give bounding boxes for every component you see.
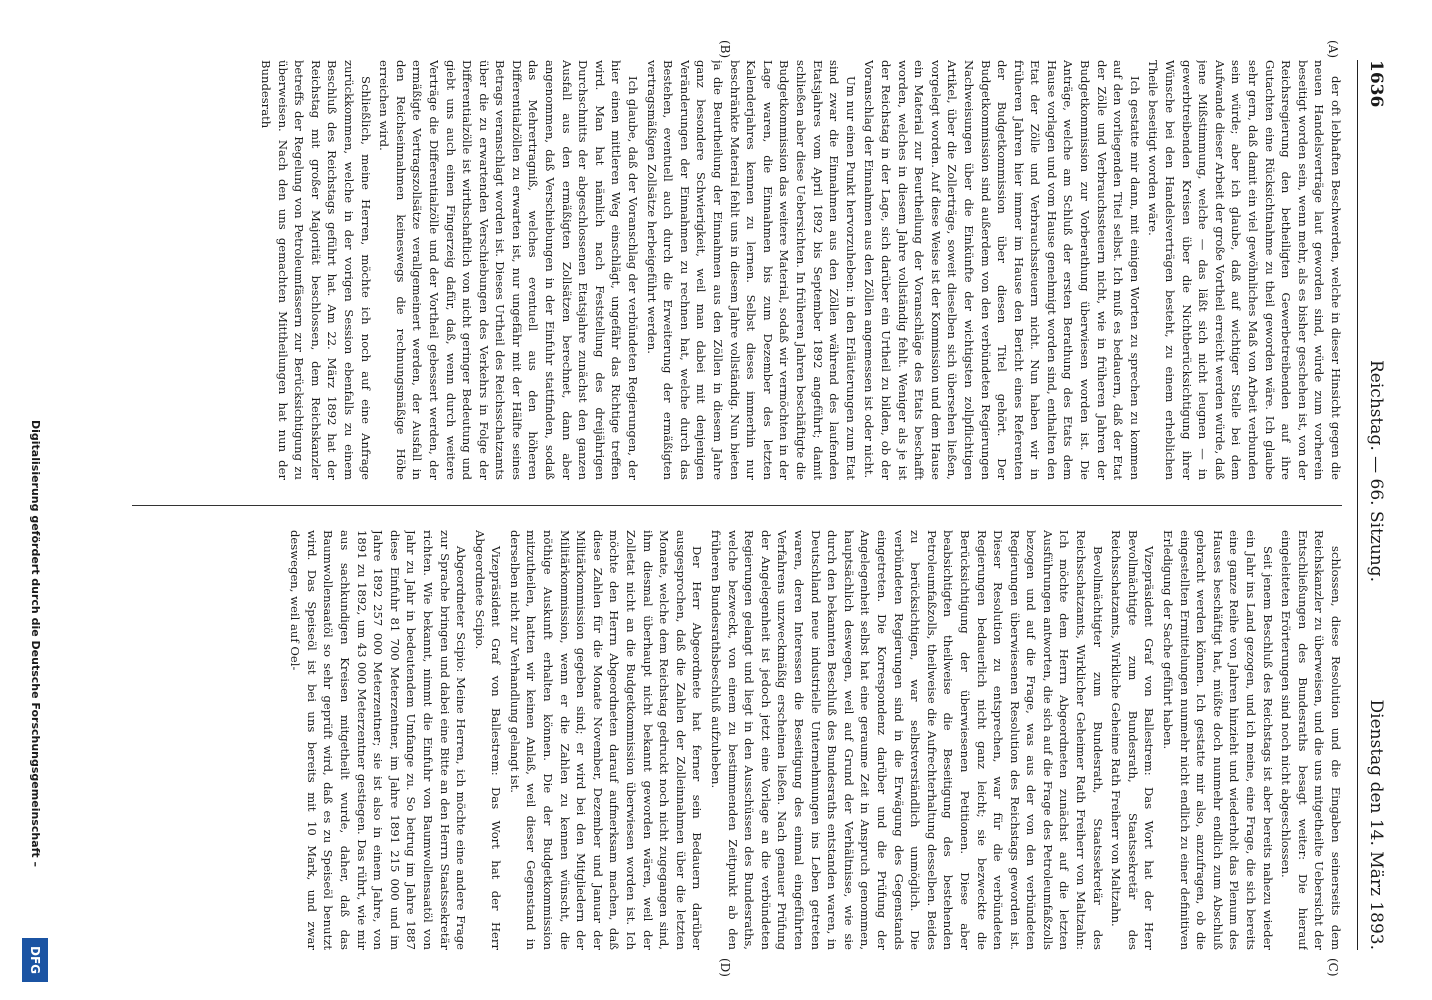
paragraph: Vizepräsident Graf von Ballestrem: Das Wort hat der Herr Bevollmächtigte zum Bundesrath, Staatssekretär des Reichsschatzamts, Wirkliche Geheime Rath Freiherr von Maltzahn.: [1109, 530, 1157, 950]
column-divider: [132, 505, 1342, 506]
paragraph: Bevollmächtigter zum Bundesrath, Staatssekretär des Reichsschatzamts, Wirklicher Geheimer Rath Freiherr von Maltzahn: Ich möchte dem Herrn Abgeordneten zunächst auf die letzten Ausführungen antworten, die sich auf die Frage des Petroleumfaßzolls bezogen und auf die Frage, was aus der von den verbündeten Regierungen überwiesenen Resolution des Reichstags geworden ist. Dieser Resolution zu entsprechen, war für die verbündeten Regierungen bedauerlich nicht ganz leicht; sie bezweckte die Berücksichtigung der überwiesenen Petitionen. Diese aber beabsichtigten theilweise die Beseitigung des bestehenden Petroleumfaßzolls, theilweise die Aufrechterhaltung desselben. Beides zu berücksichtigen, war selbstverständlich unmöglich. Die verbündeten Regierungen sind in die Erwägung des Gegenstands eingetreten. Die Korrespondenz darüber und die Prüfung der Angelegenheit selbst hat eine geraume Zeit in Anspruch genommen, hauptsächlich deswegen, weil auf Grund der Verhältnisse, wie sie durch den bekannten Beschluß des Bundesraths entstanden waren, in Deutschland neue industrielle Unternehmungen ins Leben getreten waren, deren Interessen die Beseitigung des einmal eingeführten Verfahrens unzweckmäßig erscheinen ließen. Nach genauer Prüfung der Angelegenheit ist jedoch jetzt eine Vorlage an die verbündeten Regierungen gelangt und liegt in den Ausschüssen des Bundesraths, welche bezweckt, von einem zu bestimmenden Zeitpunkt ab den früheren Bundesrathsbeschluß aufzuheben.: [709, 530, 1105, 950]
page-number: 1636: [1366, 60, 1386, 108]
paragraph: Der Herr Abgeordnete hat ferner sein Bedauern darüber ausgesprochen, daß die Zahlen der Zolleinnahmen über die letzten Monate, welche dem Reichstag gedruckt noch nicht zugegangen sind, ihm diesmal überhaupt nicht bekannt geworden wären, weil der Zolletat nicht an die Budgetkommission überwiesen worden ist. Ich möchte den Herrn Abgeordneten darauf aufmerksam machen, daß diese Zahlen für die Monate November, Dezember und Januar der Militärkommission gegeben sind; er wird bei den Mitgliedern der Militärkommission, wenn er die Zahlen zu kennen wünscht, die nöthige Auskunft erhalten können. Die der Budgetkommission mitzutheilen, hatten wir keinen Anlaß, weil dieser Gegenstand in derselben nicht zur Verhandlung gelangt ist.: [507, 530, 705, 950]
margin-marker-a: (A): [1326, 40, 1340, 59]
paragraph: Vizepräsident Graf von Ballestrem: Das Wort hat der Herr Abgeordnete Scipio.: [472, 530, 504, 950]
paragraph: schlossen, diese Resolution und die Eingaben seinerseits dem Reichskanzler zu überweisen, und die uns mitgetheilte Uebersicht der Entschließungen des Bundesraths besagt weiter: Die hierauf eingeleiteten Erörterungen sind noch nicht abgeschlossen.: [1279, 530, 1343, 950]
session-date: Dienstag den 14. März 1893.: [1366, 699, 1386, 950]
margin-marker-b: (B): [718, 40, 732, 59]
margin-marker-c: (C): [1326, 958, 1340, 977]
paragraph: Abgeordneter Scipio: Meine Herren, ich möchte eine andere Frage zur Sprache bringen und dabei eine Bitte an den Herrn Staatssekretär richten. Wie bekannt, nimmt die Einfuhr von Baumwollensaatöl von Jahr zu Jahr in bedeutendem Umfange zu. So betrug im Jahre 1887 diese Einfuhr 81 700 Meterzentner, im Jahre 1891 215 000 und im Jahre 1892 257 000 Meterzentner; sie ist also in einem Jahre, von 1891 zu 1892, um 43 000 Meterzentner gestiegen. Das rührt, wie mir aus sachkundigen Kreisen mitgetheilt wurde, daher, daß das Baumwollensaatöl so sehr geprüft wird, daß es zu Speiseöl benutzt wird. Das Speiseöl ist bei uns bereits mit 10 Mark, und zwar deswegen, weil auf Oel-: [288, 530, 469, 950]
paragraph: der oft lebhaften Beschwerden, welche in dieser Hinsicht gegen die neuen Handelsverträge laut geworden sind, würde zum vorherein beseitigt worden sein, wenn mehr, als es bisher geschehen ist, von der Reichsregierung den betheiligten Gewerbetreibenden auf ihre Gutachten eine Rücksichtnahme zu theil geworden wäre. Ich glaube sehr gern, daß damit ein viel gewöhnliches Maß von Arbeit verbunden sein würde; aber ich glaube, daß auf wichtiger Stelle bei dem Aufwande dieser Arbeit der große Vortheil erreicht werden würde, daß jene Mißstimmung, welche — das läßt sich nicht leugnen — in gewerbtreibenden Kreisen über die Nichtberücksichtigung ihrer Wünsche bei den Handelsverträgen besteht, zu einem erheblichen Theile beseitigt worden wäre.: [1146, 60, 1343, 480]
dfg-logo: DFG: [22, 938, 48, 982]
session-title: Reichstag. — 66. Sitzung.: [1366, 360, 1386, 583]
page-header: [1357, 60, 1410, 950]
left-text-column: [124, 60, 1344, 480]
funding-note: Digitalisierung gefördert durch die Deutsche Forschungsgemeinschaft –: [29, 420, 42, 867]
paragraph: Ich glaube, daß der Voranschlag der verbündeten Regierungen, der hier einen mittleren Weg einschlägt, ungefähr das Richtige treffen wird. Man hat nämlich nach Feststellung des dreijährigen Durchschnitts der abgeschlossenen Etatsjahre zunächst den ganzen Ausfall aus den ermäßigten Zollsätzen berechnet, dann aber angenommen, daß Verschiebungen in der Einfuhr stattfinden, sodaß das Mehrertragniß, welches eventuell aus den höheren Differentialzöllen zu erwarten ist, nur ungefähr mit der Hälfte seines Betrags veranschlagt worden ist. Dieses Urtheil des Reichsschatzamts über die zu erwartenden Verschiebungen des Verkehrs in Folge der Differentialzölle ist wirthschaftlich von nicht geringer Bedeutung und giebt uns auch einen Fingerzeig dafür, daß, wenn durch weitere Verträge die Differentialzölle und der Vortheil gebessert werden, der ermäßigte Vertragszollsätze verallgemeinert werden, der Ausfall in den Reichseinnahmen keineswegs die rechnungsmäßige Höhe erreichen wird.: [377, 60, 641, 480]
digitization-footer: [14, 0, 54, 1000]
paragraph: Seit jenem Beschluß des Reichstags ist aber bereits nahezu wieder ein Jahr ins Land gezogen, und ich meine, eine Frage, die sich bereits eine ganze Reihe von Jahren hinzieht und wiederholt das Plenum des Hauses beschäftigt hat, müßte doch nunmehr endlich zum Abschluß gebracht werden können. Ich gestatte mir also, anzufragen, ob die eingestellten Ermittelungen nunmehr nicht endlich zu einer definitiven Erledigung der Sache geführt haben.: [1161, 530, 1275, 950]
paragraph: Ich gestatte mir dann, mit einigen Worten zu sprechen zu kommen auf den vorliegenden Titel selbst. Ich muß es bedauern, daß der Etat der Zölle und Verbrauchssteuern nicht, wie in früheren Jahren der Budgetkommission zur Vorberathung überwiesen worden ist. Die Anträge, welche am Schluß der ersten Berathung des Etats dem Hause vorlagen und vom Hause genehmigt worden sind, enthalten den Etat der Zölle und Verbrauchssteuern nicht. Nun haben wir in früheren Jahren hier immer im Hause den Bericht eines Referenten der Budgetkommission über diesen Titel gehört. Der Budgetkommission sind außerdem von den verbündeten Regierungen Nachweisungen über die Einkünfte der wichtigsten zollpflichtigen Artikel, über die Zollerträge, soweit dieselben sich übersehen ließen, vorgelegt worden. Auf diese Weise ist der Kommission und dem Hause ein Material zur Beurtheilung der Voranschläge des Etats beschafft worden, welches in diesem Jahre vollständig fehlt. Weniger als je ist der Reichstag in der Lage, sich darüber ein Urtheil zu bilden, ob der Voranschlag der Einnahmen aus den Zöllen angemessen ist oder nicht.: [862, 60, 1142, 480]
right-text-column: [124, 530, 1344, 950]
paragraph: Um nur einen Punkt hervorzuheben: in den Erläuterungen zum Etat sind zwar die Einnahmen aus den Zöllen während des laufenden Etatsjahres vom April 1892 bis September 1892 angeführt; damit schließen aber diese Uebersichten. In früheren Jahren beschäftigte die Budgetkommission das weitere Material, sodaß wir vermöchten in der Lage waren, die Einnahmen bis zum Dezember des letzten Kalenderjahres kennen zu lernen. Selbst dieses immerhin nur beschränkte Material fehlt uns in diesem Jahre vollständig. Nun bieten ja die Beurtheilung der Einnahmen aus den Zöllen in diesem Jahre ganz besondere Schwierigkeit, weil man dabei mit denjenigen Veränderungen der Einnahmen zu rechnen hat, welche durch das Bestehen, eventuell auch durch die Erweiterung der ermäßigten vertragsmäßigen Zollsätze herbeigeführt werden.: [644, 60, 858, 480]
paragraph: Schließlich, meine Herren, möchte ich noch auf eine Anfrage zurückkommen, welche in der vorigen Session ebenfalls zu einem Beschluß des Reichstags geführt hat. Am 22. März 1892 hat der Reichstag mit großer Majorität beschlossen, dem Reichskanzler betreffs der Regelung von Petroleumfässern zur Berücksichtigung zu überweisen. Nach den uns gemachten Mittheilungen hat nun der Bundesrath: [259, 60, 373, 480]
margin-marker-d: (D): [718, 958, 732, 977]
